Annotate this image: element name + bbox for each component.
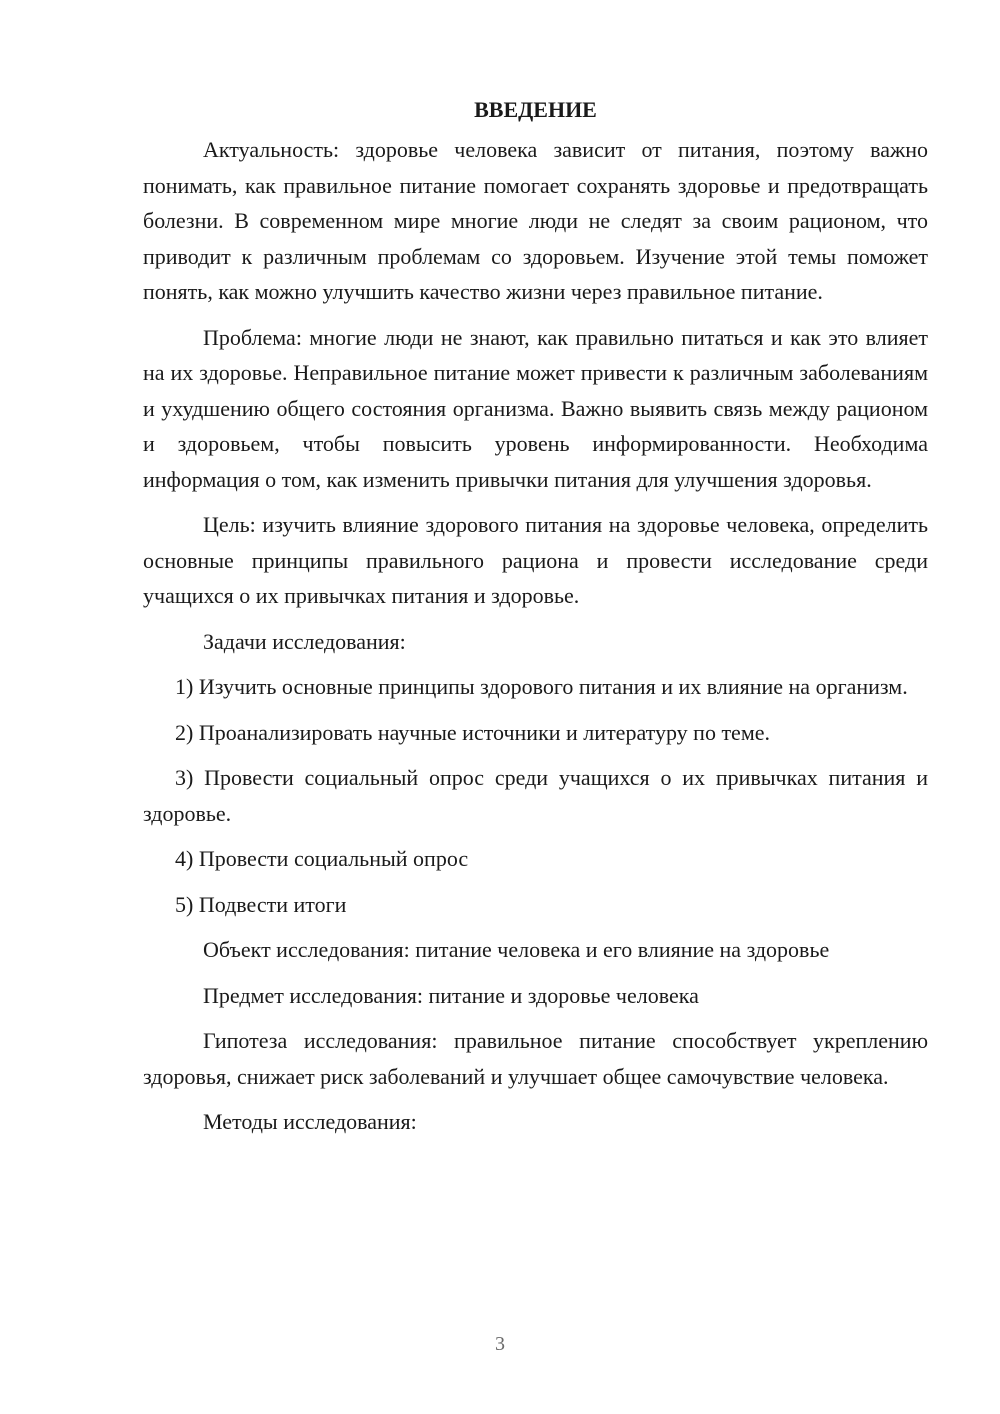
paragraph-tasks-heading: Задачи исследования:: [203, 628, 406, 654]
document-body: [143, 92, 928, 1150]
task-item-1: 1) Изучить основные принципы здорового питания и их влияние на организм.: [175, 674, 908, 699]
task-item-5: 5) Подвести итоги: [175, 891, 347, 917]
task-item-4: 4) Провести социальный опрос: [175, 846, 469, 871]
page-number: 3: [495, 1333, 505, 1355]
paragraph-problem: Проблема: многие люди не знают, как правильно питаться и как это влияет на их здоровье. Неправильное питание может привести к различным заболеваниям и ухудшению общего состояния организма. Важно выявить связь между рационом и здоровьем, чтобы повысить уровень информированности. Необходима информация о том, как изменить привычки питания для улучшения здоровья.: [143, 324, 928, 492]
paragraph-subject: Предмет исследования: питание и здоровье человека: [203, 982, 699, 1008]
paragraph-hypothesis: Гипотеза исследования: правильное питание способствует укреплению здоровья, снижает риск заболеваний и улучшает общее самочувствие человека.: [143, 1028, 928, 1089]
task-item-2: 2) Проанализировать научные источники и литературу по теме.: [175, 719, 771, 745]
paragraph-methods: Методы исследования:: [203, 1109, 417, 1134]
paragraph-relevance: Актуальность: здоровье человека зависит от питания, поэтому важно понимать, как правильное питание помогает сохранять здоровье и предотвращать болезни. В современном мире многие люди не следят за своим рационом, что приводит к различным проблемам со здоровьем. Изучение этой темы поможет понять, как можно улучшить качество жизни через правильное питание.: [143, 137, 928, 304]
section-title: ВВЕДЕНИЕ: [474, 97, 597, 122]
task-item-3: 3) Провести социальный опрос среди учащихся о их привычках питания и здоровье.: [143, 765, 928, 826]
paragraph-goal: Цель: изучить влияние здорового питания на здоровье человека, определить основные принципы правильного рациона и провести исследование среди учащихся о их привычках питания и здоровье.: [143, 512, 928, 608]
paragraph-object: Объект исследования: питание человека и его влияние на здоровье: [203, 937, 830, 962]
